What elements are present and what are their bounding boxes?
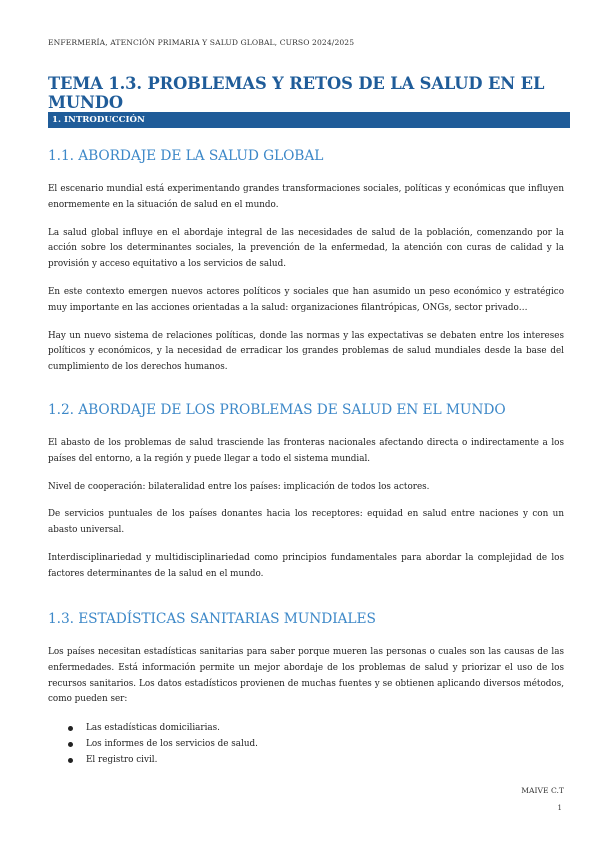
list-item bbox=[48, 752, 564, 768]
bullet-icon bbox=[68, 758, 73, 763]
bullet-list bbox=[48, 720, 564, 768]
list-item-text: Las estadísticas domiciliarias. bbox=[86, 723, 220, 734]
section-estadisticas-sanitarias bbox=[48, 611, 564, 768]
paragraph: El abasto de los problemas de salud trasciende las fronteras nacionales afectando directa o indirectamente a los países del entorno, a la región y puede llegar a todo el sistema mundial. bbox=[48, 438, 564, 464]
paragraph: Los países necesitan estadísticas sanitarias para saber porque mueren las personas o cuales son las causas de las enfermedades. Está información permite un mejor abordaje de los problemas de salud y priorizar el uso de los recursos sanitarios. Los datos estadísticos provienen de muchas fuentes y se obtienen aplicando diversos métodos, como pueden ser: bbox=[48, 647, 564, 705]
paragraph: Hay un nuevo sistema de relaciones políticas, donde las normas y las expectativas se debaten entre los intereses políticos y económicos, y la necesidad de erradicar los grandes problemas de salud mundiales desde la base del cumplimiento de los derechos humanos. bbox=[48, 330, 564, 373]
section-abordaje-salud-global bbox=[48, 148, 564, 388]
bullet-icon bbox=[68, 726, 73, 731]
section-heading: 1.1. ABORDAJE DE LA SALUD GLOBAL bbox=[48, 148, 324, 164]
section-heading: 1.3. ESTADÍSTICAS SANITARIAS MUNDIALES bbox=[48, 611, 376, 627]
list-item bbox=[48, 720, 564, 736]
page-number: 1 bbox=[557, 804, 562, 812]
list-item bbox=[48, 736, 564, 752]
paragraph: Nivel de cooperación: bilateralidad entre los países: implicación de todos los actores. bbox=[48, 481, 430, 492]
list-item-text: Los informes de los servicios de salud. bbox=[86, 739, 258, 750]
section-banner: 1. INTRODUCCIÓN bbox=[48, 112, 570, 128]
running-header: ENFERMERÍA, ATENCIÓN PRIMARIA Y SALUD GLOBAL, CURSO 2024/2025 bbox=[48, 38, 355, 47]
list-item-text: El registro civil. bbox=[86, 755, 158, 766]
paragraph: En este contexto emergen nuevos actores políticos y sociales que han asumido un peso económico y estratégico muy importante en las acciones orientadas a la salud: organizaciones filantrópicas, ONGs, sector privado… bbox=[48, 286, 564, 313]
paragraph: La salud global influye en el abordaje integral de las necesidades de salud de la población, comenzando por la acción sobre los determinantes sociales, la prevención de la enfermedad, la atención con curas de calidad y la provisión y acceso equitativo a los servicios de salud. bbox=[48, 227, 564, 270]
bullet-icon bbox=[68, 742, 73, 747]
paragraph: Interdisciplinariedad y multidisciplinariedad como principios fundamentales para abordar la complejidad de los factores determinantes de la salud en el mundo. bbox=[48, 552, 564, 579]
footer-author: MAIVE C.T bbox=[521, 786, 564, 795]
paragraph: El escenario mundial está experimentando grandes transformaciones sociales, políticas y económicas que influyen enormemente en la situación de salud en el mundo. bbox=[48, 184, 564, 210]
section-abordaje-problemas-salud bbox=[48, 402, 564, 595]
paragraph: De servicios puntuales de los países donantes hacia los receptores: equidad en salud entre naciones y con un abasto universal. bbox=[48, 509, 564, 536]
section-heading: 1.2. ABORDAJE DE LOS PROBLEMAS DE SALUD EN EL MUNDO bbox=[48, 402, 506, 418]
page-title: TEMA 1.3. PROBLEMAS Y RETOS DE LA SALUD EN EL MUNDO bbox=[48, 74, 545, 112]
